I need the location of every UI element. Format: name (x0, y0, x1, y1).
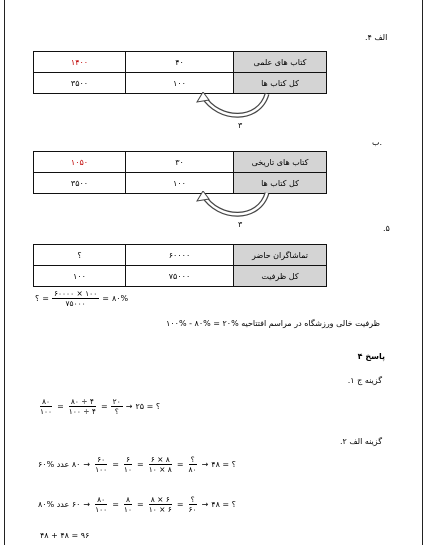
item2-equation-2 (38, 495, 236, 514)
table-cell: ۴۰ (126, 52, 234, 73)
fraction (67, 397, 98, 416)
unknown-mark: ؟ (35, 294, 40, 303)
numerator: ۶ (125, 455, 130, 464)
denominator: ۱۰ × ۸ (148, 465, 172, 474)
numerator: ۸ × ۶ (150, 495, 170, 504)
equals-sign: = (176, 500, 184, 509)
fraction (52, 289, 99, 308)
table-header-cell: تماشاگران حاضر (234, 245, 327, 266)
numerator: ۶۰ (97, 455, 106, 464)
table-cell: ۱۰۰ (126, 173, 234, 194)
q4a-table (33, 51, 327, 94)
multiply-arrow-icon (185, 191, 275, 225)
arrow-right-icon: → (83, 500, 91, 509)
equals-sign: = (136, 460, 144, 469)
equals-sign: = (42, 294, 49, 303)
fraction (187, 495, 199, 514)
denominator: ؟ (114, 407, 119, 416)
q5-note: ظرفیت خالی ورزشگاه در مراسم افتتاحیه %۲۰ = %۸۰ - %۱۰۰ (166, 319, 380, 328)
numerator: ؟ (190, 495, 195, 504)
table-cell: ۱۰۵۰ (34, 152, 126, 173)
fraction (122, 455, 134, 474)
table-row (34, 266, 327, 287)
table-header-cell: کتاب های تاریخی (234, 152, 327, 173)
numerator: ۸۰ ÷ ۴ (70, 397, 94, 406)
fraction (122, 495, 134, 514)
equals-sign: = (112, 500, 119, 509)
table-row (34, 173, 327, 194)
q4a-label: .۴ الف (365, 33, 388, 42)
multiply-arrow-icon (185, 92, 275, 126)
q4b-label: ب. (372, 138, 383, 147)
equals-sign: = (57, 402, 64, 411)
table-cell: ۱۰۰ (126, 73, 234, 94)
table-cell: ۳۵۰۰ (34, 73, 126, 94)
result: ؟ = ۲۵ (135, 402, 161, 411)
table-header-cell: کل کتاب ها (234, 173, 327, 194)
equals-sign: = (112, 460, 119, 469)
denominator: ۸۰ (188, 465, 197, 474)
denominator: ۱۰۰ ÷ ۴ (68, 407, 96, 416)
table-header-cell: کل ظرفیت (234, 266, 327, 287)
arrow-right-icon: → (201, 500, 209, 509)
table-cell: ۱۰۰ (34, 266, 126, 287)
numerator: ۶ × ۸ (150, 455, 170, 464)
answer-title: پاسخ ۴ (357, 352, 385, 361)
arrow-right-icon: → (125, 402, 133, 411)
denominator: ۷۵۰۰۰ (65, 299, 86, 308)
table-row (34, 52, 327, 73)
q4b-table (33, 151, 327, 194)
equals-sign: = (102, 294, 109, 303)
fraction (93, 495, 109, 514)
denominator: ۱۰ (123, 505, 132, 514)
result: ؟ = ۴۸ (211, 500, 236, 509)
numerator: ۲۰ (112, 397, 121, 406)
table-row (34, 152, 327, 173)
equation-prefix: ۸۰ عدد %۶۰ (38, 460, 81, 469)
numerator: ۸ (125, 495, 130, 504)
table-row (34, 245, 327, 266)
fraction (38, 397, 54, 416)
denominator: ۱۰۰ (95, 465, 108, 474)
q5-calculation (35, 289, 128, 308)
result: ۸۰% (111, 294, 129, 303)
fraction (147, 455, 174, 474)
item1-label: .۱ گزینه ج (347, 376, 382, 385)
fraction (187, 455, 199, 474)
total-sum: ۴۸ + ۴۸ = ۹۶ (40, 531, 90, 540)
table-cell: ۳۵۰۰ (34, 173, 126, 194)
table-header-cell: کل کتاب ها (234, 73, 327, 94)
arrow-right-icon: → (201, 460, 209, 469)
equals-sign: = (100, 402, 108, 411)
denominator: ۱۰ (123, 465, 132, 474)
q4b-multiplier: ۳ (238, 220, 243, 229)
q5-label: .۵ (383, 224, 390, 233)
numerator: ۸۰ (97, 495, 106, 504)
fraction (111, 397, 123, 416)
denominator: ۶۰ (188, 505, 197, 514)
equals-sign: = (136, 500, 144, 509)
q4a-multiplier: ۳ (238, 121, 243, 130)
denominator: ۱۰۰ (95, 505, 108, 514)
table-cell: ؟ (34, 245, 126, 266)
table-cell: ۱۴۰۰ (34, 52, 126, 73)
numerator: ؟ (190, 455, 195, 464)
item1-equation (38, 397, 160, 416)
table-cell: ۷۵۰۰۰ (126, 266, 234, 287)
q5-table (33, 244, 327, 287)
result: ؟ = ۴۸ (211, 460, 236, 469)
fraction (147, 495, 174, 514)
equals-sign: = (176, 460, 184, 469)
item2-equation-1 (38, 455, 236, 474)
item2-label: .۲ گزینه الف (339, 437, 382, 446)
denominator: ۱۰۰ (40, 407, 53, 416)
arrow-right-icon: → (83, 460, 91, 469)
numerator: ۸۰ (42, 397, 51, 406)
equation-prefix: ۶۰ عدد %۸۰ (38, 500, 81, 509)
table-header-cell: کتاب های علمی (234, 52, 327, 73)
table-row (34, 73, 327, 94)
denominator: ۱۰ × ۶ (148, 505, 172, 514)
table-cell: ۶۰۰۰۰ (126, 245, 234, 266)
fraction (93, 455, 109, 474)
table-cell: ۳۰ (126, 152, 234, 173)
numerator: ۶۰۰۰۰ × ۱۰۰ (53, 289, 98, 298)
